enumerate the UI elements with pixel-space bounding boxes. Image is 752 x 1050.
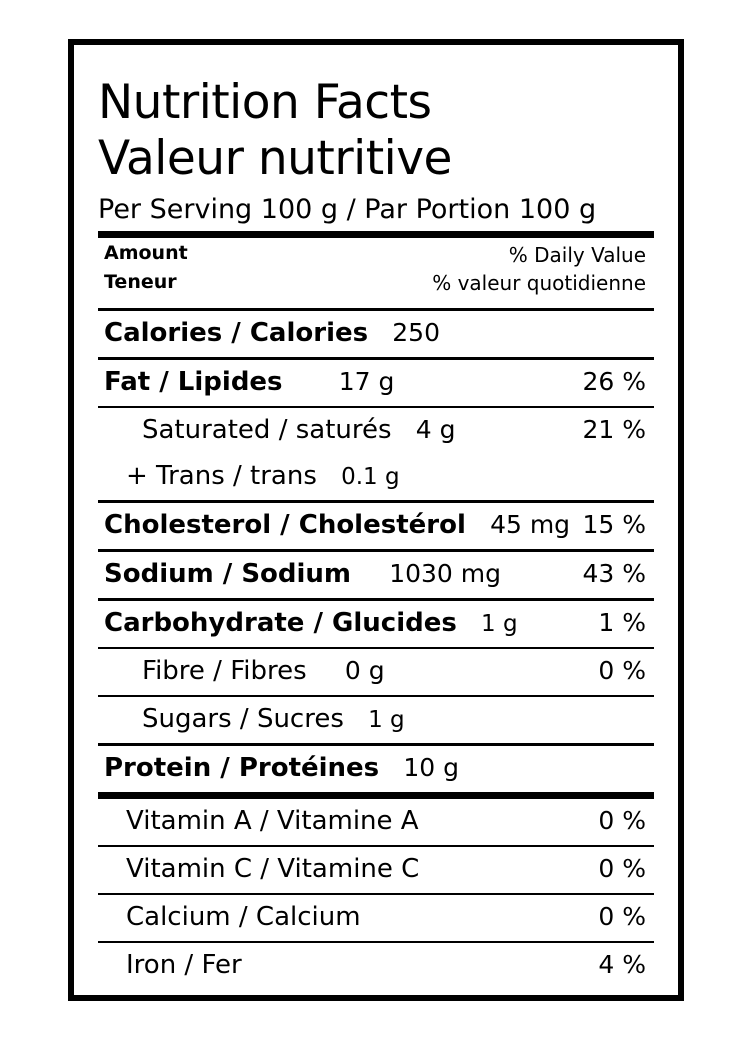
row-amount-fibre: 0 g — [344, 656, 385, 685]
table-row-iron — [98, 943, 654, 989]
row-label-calcium: Calcium / Calcium — [126, 902, 361, 932]
row-dv-sodium: 43 % — [582, 559, 646, 588]
row-label-calories: Calories / Calories — [104, 318, 369, 348]
table-row-trans — [98, 454, 654, 500]
row-amount-cholesterol: 45 mg — [490, 510, 571, 539]
row-label-iron: Iron / Fer — [126, 950, 242, 980]
row-label-carbohydrate: Carbohydrate / Glucides — [104, 608, 457, 638]
row-amount-calories: 250 — [392, 318, 440, 347]
nutrition-facts-content — [98, 57, 654, 985]
row-label-cholesterol: Cholesterol / Cholestérol — [104, 510, 466, 540]
row-amount-carbohydrate: 1 g — [481, 611, 518, 637]
row-label-sodium: Sodium / Sodium — [104, 559, 352, 589]
row-label-fibre: Fibre / Fibres — [142, 656, 307, 686]
row-dv-saturated: 21 % — [582, 415, 646, 444]
title-french: Valeur nutritive — [98, 131, 452, 186]
row-label-trans: + Trans / trans — [126, 461, 317, 491]
row-amount-sugars: 1 g — [368, 707, 405, 733]
table-row-fibre — [98, 649, 654, 695]
table-row-vitamin-c — [98, 847, 654, 893]
row-label-vitamin-a: Vitamin A / Vitamine A — [126, 806, 419, 836]
row-label-fat: Fat / Lipides — [104, 367, 283, 397]
row-dv-vitamin-a: 0 % — [598, 806, 646, 835]
table-header — [98, 238, 654, 308]
table-row-saturated — [98, 408, 654, 454]
row-dv-iron: 4 % — [598, 950, 646, 979]
row-dv-carbohydrate: 1 % — [598, 608, 646, 637]
divider-thick-vitamins — [98, 792, 654, 799]
row-amount-fat: 17 g — [338, 367, 395, 396]
header-amount-fr: Teneur — [104, 271, 177, 293]
header-dv-en: % Daily Value — [508, 243, 646, 267]
row-amount-saturated: 4 g — [415, 415, 456, 444]
nutrition-facts-panel — [68, 39, 684, 1001]
table-row-fat — [98, 360, 654, 406]
row-label-vitamin-c: Vitamin C / Vitamine C — [126, 854, 420, 884]
title-english: Nutrition Facts — [98, 75, 432, 130]
row-dv-vitamin-c: 0 % — [598, 854, 646, 883]
row-dv-calcium: 0 % — [598, 902, 646, 931]
serving-size: Per Serving 100 g / Par Portion 100 g — [98, 194, 597, 225]
row-dv-fibre: 0 % — [598, 656, 646, 685]
table-row-calories — [98, 311, 654, 357]
row-dv-cholesterol: 15 % — [582, 510, 646, 539]
table-row-sodium — [98, 552, 654, 598]
table-row-cholesterol — [98, 503, 654, 549]
table-row-calcium — [98, 895, 654, 941]
header-dv-fr: % valeur quotidienne — [432, 271, 646, 295]
header-amount-en: Amount — [104, 242, 188, 264]
table-row-protein — [98, 746, 654, 792]
row-label-sugars: Sugars / Sucres — [142, 704, 344, 734]
row-amount-protein: 10 g — [403, 753, 459, 782]
row-dv-fat: 26 % — [582, 367, 646, 396]
divider-thick-top — [98, 231, 654, 238]
table-row-carbohydrate — [98, 601, 654, 647]
table-row-vitamin-a — [98, 799, 654, 845]
row-label-protein: Protein / Protéines — [104, 753, 380, 783]
row-label-saturated: Saturated / saturés — [142, 415, 392, 445]
row-amount-sodium: 1030 mg — [389, 559, 502, 588]
row-amount-trans: 0.1 g — [341, 464, 400, 490]
table-row-sugars — [98, 697, 654, 743]
